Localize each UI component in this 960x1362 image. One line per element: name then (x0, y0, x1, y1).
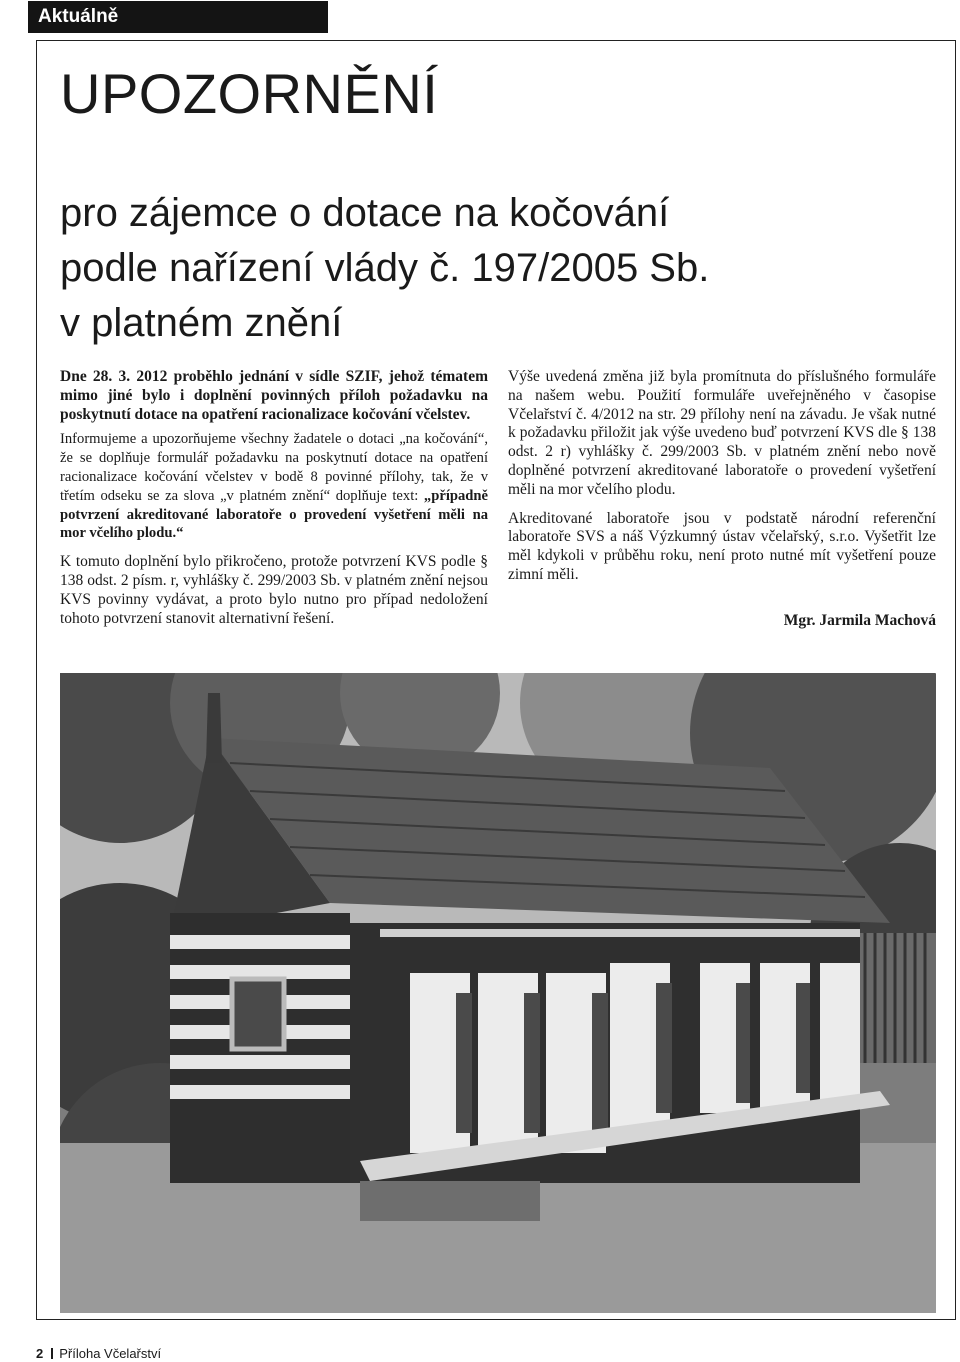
author-signature: Mgr. Jarmila Machová (783, 612, 936, 629)
article-subtitle (60, 186, 709, 351)
paragraph-text: Informujeme a upozorňujeme všechny žadatele o dotaci „na kočování“, že se doplňuje formulář požadavku na poskytnutí dotace na opatření racionalizace kočování včelstev v bodě 8 povinné přílohy, tak, že v třetím odseku se za slova „v platném znění“ doplňuje text: (60, 431, 488, 504)
lead-paragraph: Dne 28. 3. 2012 proběhlo jednání v sídle SZIF, jehož tématem mimo jiné bylo i doplnění povinných příloh požadavku na poskytnutí dotace na opatření racionalizace kočování včelstev. (60, 368, 488, 423)
subtitle-line: pro zájemce o dotace na kočování (60, 191, 670, 235)
emphasized-text: „případně potvrzení akreditované laboratoře o provedení vyšetření měli na mor včelího plodu.“ (60, 487, 488, 542)
body-paragraph: Výše uvedená změna již byla promítnuta do příslušného formuláře na našem webu. Použití formuláře uveřejněného v časopise Včelařství č. 4/2012 na str. 29 přílohy není na závadu. Je však nutné k požadavku přiložit jak výše uvedeno buď potvrzení KVS dle § 138 odst. 2 r) vyhlášky č. 299/2003 Sb. v platném znění nebo nově doplněné potvrzení akreditované laboratoře o provedení vyšetření měli na mor včelího plodu. (508, 368, 936, 498)
beehive-photo (60, 673, 936, 1313)
article-title: UPOZORNĚNÍ (60, 62, 439, 125)
footer-divider (51, 1348, 53, 1359)
page-number: 2 (36, 1346, 44, 1361)
publication-name: Příloha Včelařství (59, 1346, 162, 1361)
body-paragraph: Akreditované laboratoře jsou v podstatě národní referenční laboratoře SVS a náš Výzkumný ústav včelařský, s.r.o. Vyšetřit lze měl kdykoli v průběhu roku, není proto nutné mít vyšetření pouze zimní měli. (508, 509, 936, 583)
body-paragraph: K tomuto doplnění bylo přikročeno, protože potvrzení KVS podle § 138 odst. 2 písm. r, vyhlášky č. 299/2003 Sb. v platném znění nejsou KVS povinny vydávat, a proto bylo nutno pro případ nedoložení tohoto potvrzení stanovit alternativní řešení. (60, 553, 488, 627)
right-column (508, 368, 936, 595)
page-footer (36, 1346, 161, 1362)
subtitle-line: podle nařízení vlády č. 197/2005 Sb. (60, 246, 710, 290)
subtitle-line: v platném znění (60, 301, 343, 345)
section-label: Aktuálně (28, 1, 328, 33)
body-paragraph (60, 430, 488, 543)
left-column (60, 368, 488, 638)
